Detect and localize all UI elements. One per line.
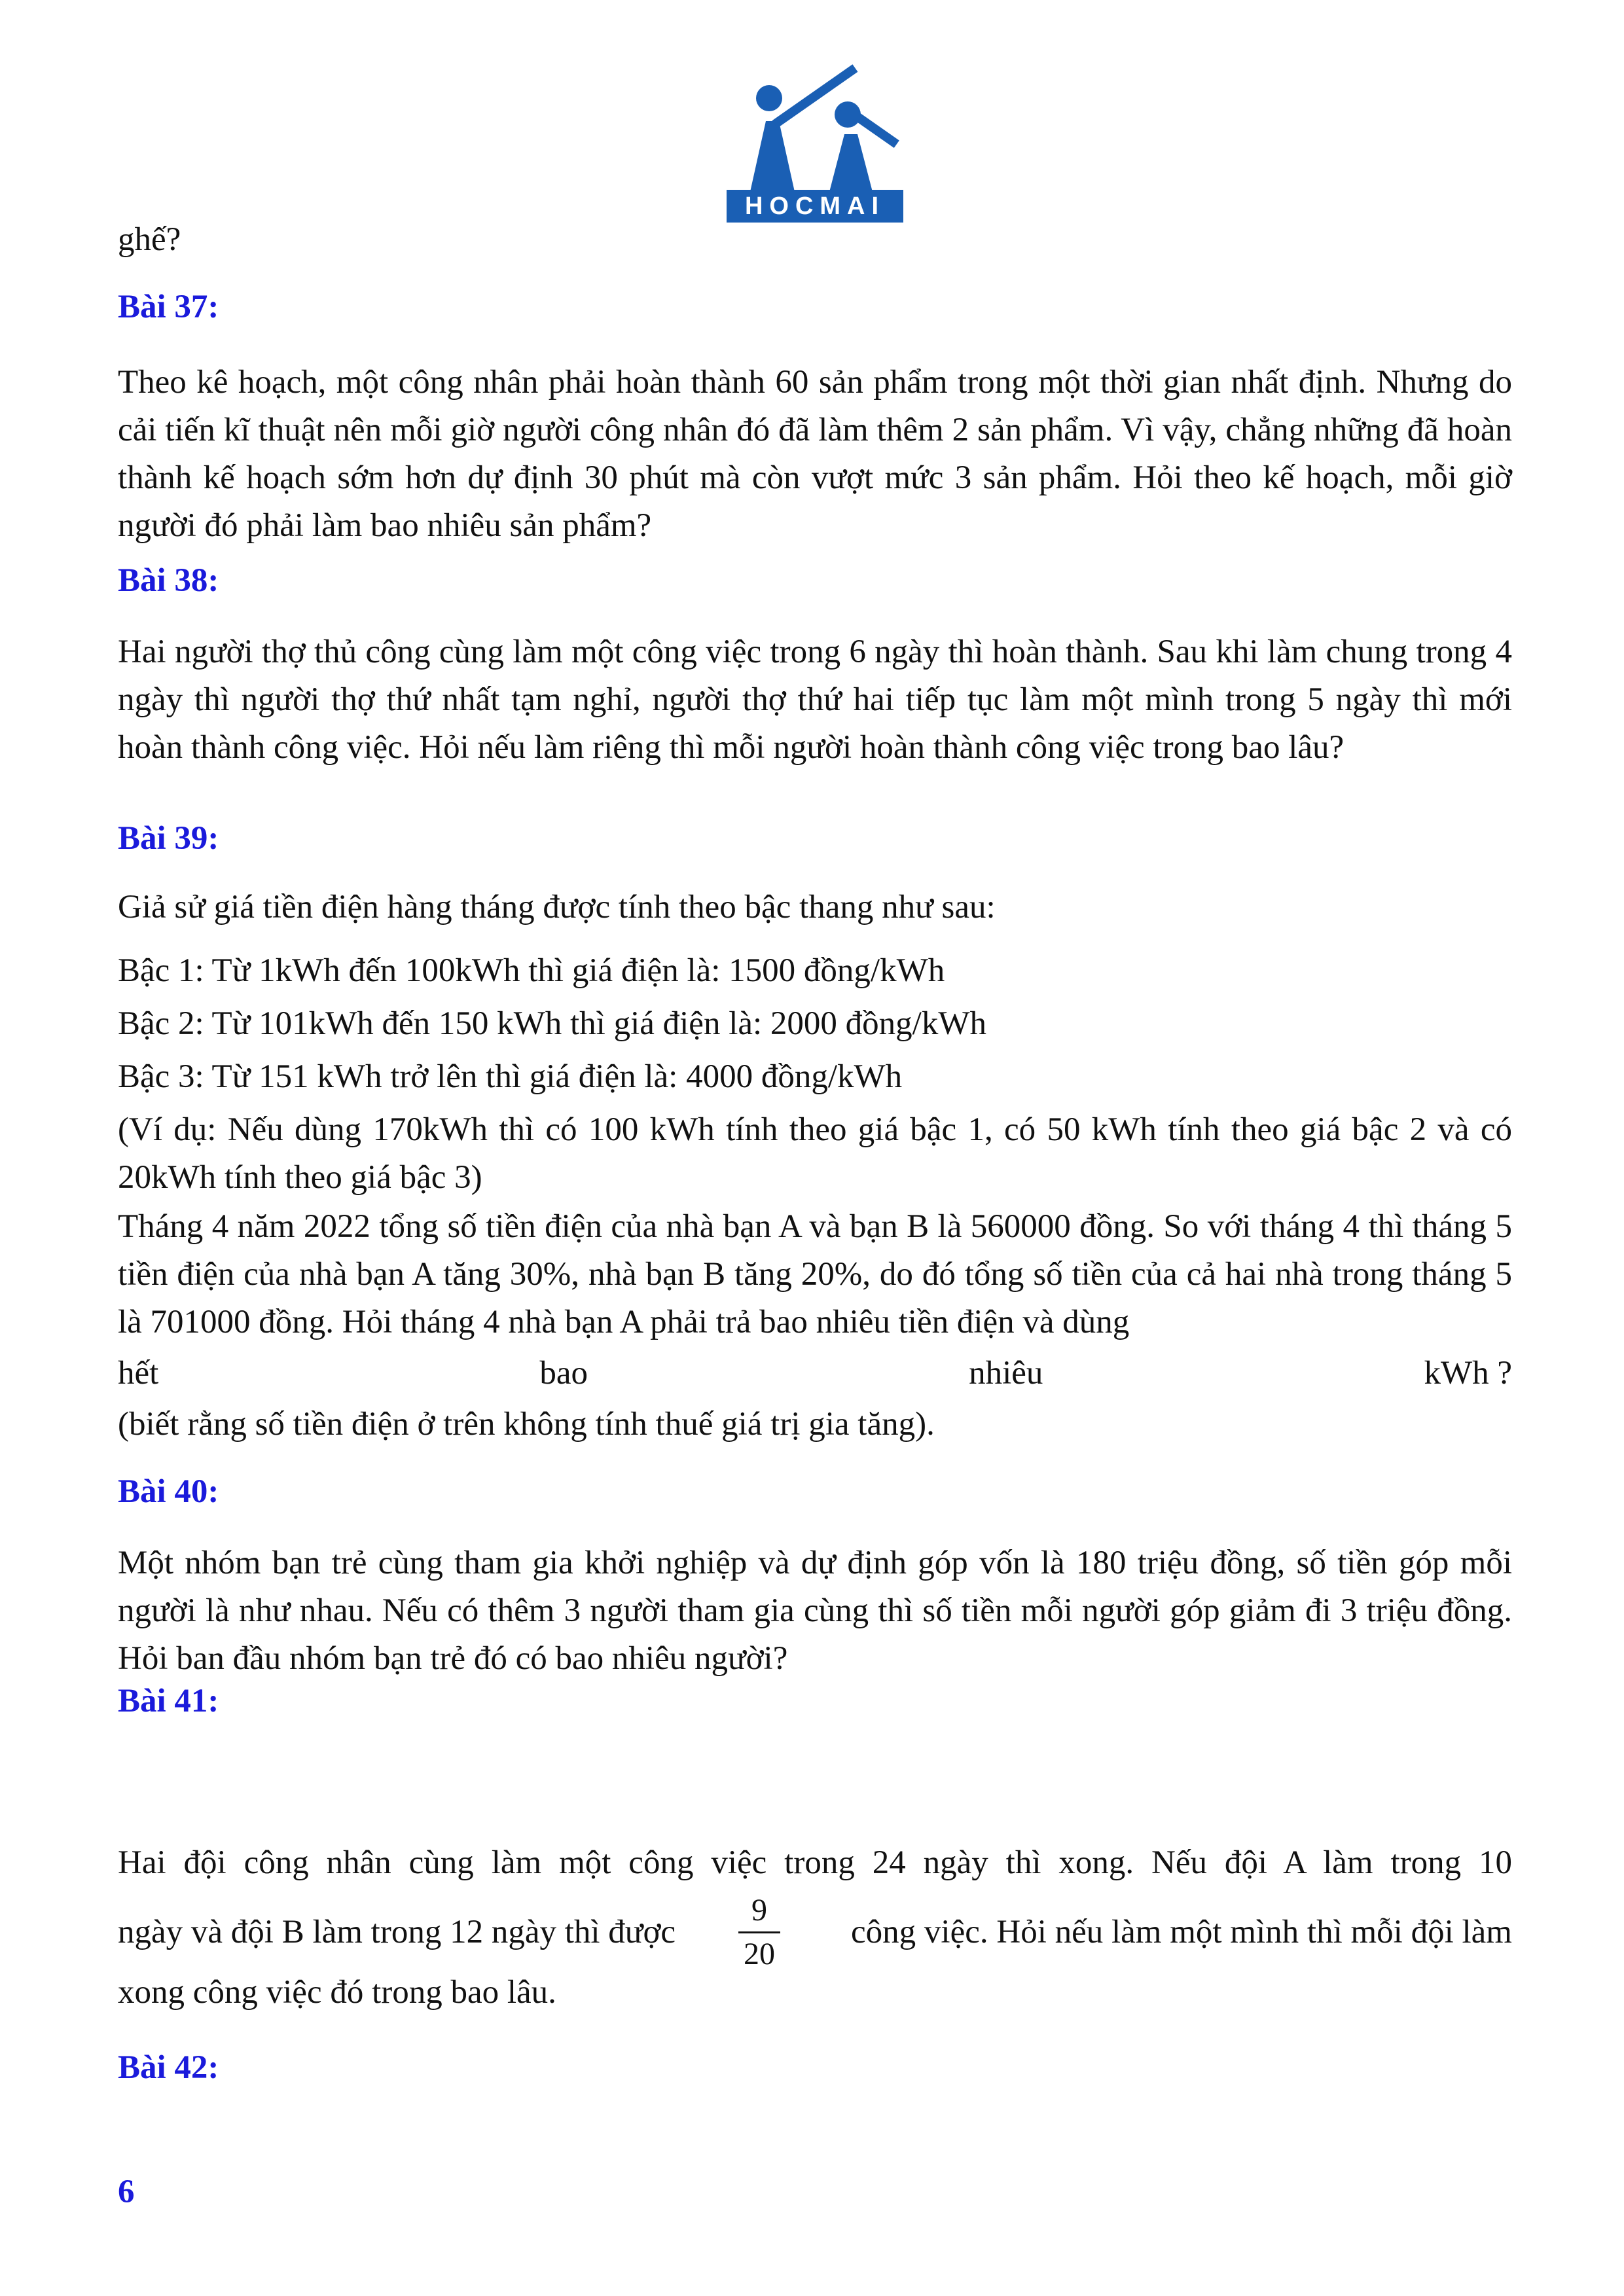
problem-39-note: (biết rằng số tiền điện ở trên không tính thuế giá trị gia tăng). bbox=[118, 1406, 935, 1443]
problem-37-title: Bài 37: bbox=[118, 289, 219, 325]
problem-38-title: Bài 38: bbox=[118, 562, 219, 599]
problem-40-title: Bài 40: bbox=[118, 1473, 219, 1510]
problem-41-line-1: Hai đội công nhân cùng làm một công việc trong 24 ngày thì xong. Nếu đội A làm trong 10 bbox=[118, 1844, 1512, 1881]
problem-37-body: Theo kê hoạch, một công nhân phải hoàn thành 60 sản phẩm trong một thời gian nhất định. Nhưng do cải tiến kĩ thuật nên mỗi giờ người công nhân đó đã làm thêm 2 sản phẩm. Vì vậy, chẳng những đã hoàn thành kế hoạch sớm hơn dự định 30 phút mà còn vượt mức 3 sản phẩm. Hỏi theo kế hoạch, mỗi giờ người đó phải làm bao nhiêu sản phẩm? bbox=[118, 364, 1512, 544]
problem-38-body: Hai người thợ thủ công cùng làm một công việc trong 6 ngày thì hoàn thành. Sau khi làm chung trong 4 ngày thì người thợ thứ nhất tạm nghỉ, người thợ thứ hai tiếp tục làm một mình trong 5 ngày thì mới hoàn thành công việc. Hỏi nếu làm riêng thì mỗi người hoàn thành công việc trong bao lâu? bbox=[118, 634, 1512, 766]
spread-word: kWh ? bbox=[1424, 1355, 1512, 1391]
page-number: 6 bbox=[118, 2174, 135, 2210]
fraction bbox=[738, 1895, 780, 1970]
problem-39-example: (Ví dụ: Nếu dùng 170kWh thì có 100 kWh tính theo giá bậc 1, có 50 kWh tính theo giá bậc 2 và có 20kWh tính theo giá bậc 3) bbox=[118, 1111, 1512, 1196]
problem-41-line-2-before: ngày và đội B làm trong 12 ngày thì được bbox=[118, 1914, 676, 1950]
problem-39-tier-2: Bậc 2: Từ 101kWh đến 150 kWh thì giá điện là: 2000 đồng/kWh bbox=[118, 1005, 986, 1042]
problem-39-spread-line bbox=[118, 1350, 1512, 1397]
fraction-numerator: 9 bbox=[738, 1895, 780, 1933]
intro-tail: ghế? bbox=[118, 221, 181, 258]
problem-39-intro: Giả sử giá tiền điện hàng tháng được tính theo bậc thang như sau: bbox=[118, 889, 996, 925]
problem-39-tier-1: Bậc 1: Từ 1kWh đến 100kWh thì giá điện là: 1500 đồng/kWh bbox=[118, 952, 945, 989]
problem-41-title: Bài 41: bbox=[118, 1683, 219, 1719]
spread-word: nhiêu bbox=[969, 1355, 1043, 1391]
problem-41-line-2 bbox=[118, 1895, 1512, 1970]
spread-word: bao bbox=[539, 1355, 588, 1391]
spread-word: hết bbox=[118, 1355, 159, 1391]
problem-40-body: Một nhóm bạn trẻ cùng tham gia khởi nghiệp và dự định góp vốn là 180 triệu đồng, số tiền góp mỗi người là như nhau. Nếu có thêm 3 người tham gia cùng thì số tiền mỗi người góp giảm đi 3 triệu đồng. Hỏi ban đầu nhóm bạn trẻ đó có bao nhiêu người? bbox=[118, 1545, 1512, 1677]
problem-39-title: Bài 39: bbox=[118, 820, 219, 857]
problem-41-line-3: xong công việc đó trong bao lâu. bbox=[118, 1974, 556, 2011]
problem-41-line-2-after: công việc. Hỏi nếu làm một mình thì mỗi đội làm bbox=[851, 1914, 1512, 1950]
fraction-denominator: 20 bbox=[744, 1937, 776, 1971]
hocmai-logo bbox=[727, 59, 903, 223]
problem-42-title: Bài 42: bbox=[118, 2049, 219, 2086]
problem-39-tier-3: Bậc 3: Từ 151 kWh trở lên thì giá điện là: 4000 đồng/kWh bbox=[118, 1058, 903, 1095]
logo-text: HOCMAI bbox=[744, 192, 886, 220]
problem-39-body: Tháng 4 năm 2022 tổng số tiền điện của nhà bạn A và bạn B là 560000 đồng. So với tháng 4 thì tháng 5 tiền điện của nhà bạn A tăng 30%, nhà bạn B tăng 20%, do đó tổng số tiền của cả hai nhà trong tháng 5 là 701000 đồng. Hỏi tháng 4 nhà bạn A phải trả bao nhiêu tiền điện và dùng bbox=[118, 1208, 1512, 1340]
